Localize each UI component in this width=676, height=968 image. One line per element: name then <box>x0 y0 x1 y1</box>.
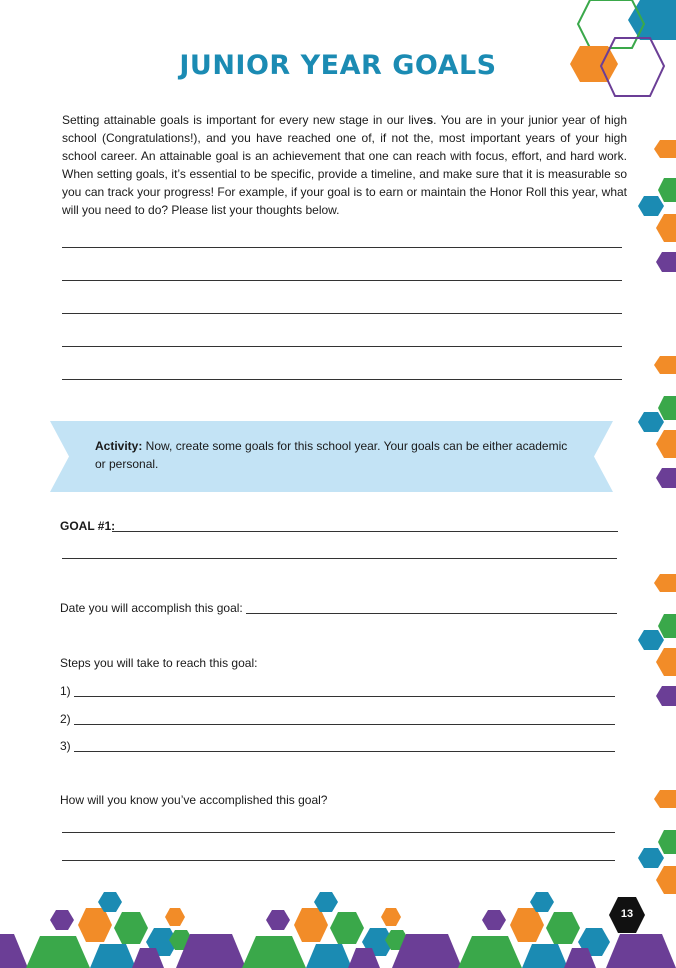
hexagon-shape <box>638 848 664 868</box>
hexagon-shape <box>656 214 676 242</box>
hexagon-shape <box>510 908 544 942</box>
step-number: 1) <box>60 684 71 698</box>
intro-text-bold: s <box>426 113 434 127</box>
hexagon-shape <box>78 908 112 942</box>
hexagon-shape <box>656 648 676 676</box>
activity-text <box>95 437 575 473</box>
intro-paragraph <box>62 111 627 219</box>
hexagon-shape <box>50 910 74 930</box>
hexagon-shape <box>0 934 28 968</box>
writing-line[interactable] <box>62 346 622 347</box>
hexagon-shape <box>606 934 676 968</box>
step-number: 3) <box>60 739 71 753</box>
hexagon-shape <box>266 910 290 930</box>
hexagon-shape <box>242 936 306 968</box>
hexagon-shape <box>294 908 328 942</box>
know-label: How will you know you’ve accomplished this goal? <box>60 793 328 807</box>
page-number: 13 <box>620 908 634 920</box>
writing-line[interactable] <box>62 247 622 248</box>
step-line[interactable] <box>74 751 615 752</box>
hexagon-shape <box>654 790 676 808</box>
hexagon-shape <box>638 412 664 432</box>
goal-label: GOAL #1: <box>60 519 116 533</box>
hexagon-shape <box>26 936 90 968</box>
hexagon-shape <box>654 356 676 374</box>
date-line[interactable] <box>246 613 617 614</box>
hexagon-shape <box>658 396 676 420</box>
hexagon-shape <box>458 936 522 968</box>
activity-label: Activity: <box>95 439 143 453</box>
hexagon-shape <box>654 574 676 592</box>
activity-body: Now, create some goals for this school year. Your goals can be either academic or personal. <box>95 439 568 471</box>
goal-line-2[interactable] <box>62 558 617 559</box>
know-line-2[interactable] <box>62 860 615 861</box>
hexagon-shape <box>656 866 676 894</box>
step-line[interactable] <box>74 696 615 697</box>
steps-label: Steps you will take to reach this goal: <box>60 656 258 670</box>
hexagon-shape <box>165 908 185 926</box>
hexagon-shape <box>658 178 676 202</box>
hexagon-shape <box>638 196 664 216</box>
hexagon-shape <box>656 468 676 488</box>
hexagon-shape <box>522 944 568 968</box>
hexagon-shape <box>306 944 352 968</box>
know-line[interactable] <box>62 832 615 833</box>
hexagon-shape <box>482 910 506 930</box>
hexagon-shape <box>656 252 676 272</box>
intro-text-part1: Setting attainable goals is important for every new stage in our live <box>62 113 427 127</box>
hexagon-shape <box>90 944 136 968</box>
step-number: 2) <box>60 712 71 726</box>
date-label: Date you will accomplish this goal: <box>60 601 243 615</box>
writing-line[interactable] <box>62 280 622 281</box>
hexagon-shape <box>656 686 676 706</box>
intro-text-part2: . You are in your junior year of high school (Congratulations!), and you have reached one of, if not the, most important years of your high school career. An attainable goal is an achievement that one can reach with focus, effort, and hard work. When setting goals, it’s essential to be specific, provide a timeline, and make sure that it is measurable so you can track your progress! For example, if your goal is to earn or maintain the Honor Roll this year, what will you need to do? Please list your thoughts below. <box>62 113 627 217</box>
hexagon-shape <box>381 908 401 926</box>
hexagon-shape <box>656 430 676 458</box>
hexagon-shape <box>658 830 676 854</box>
goal-line[interactable] <box>112 531 618 532</box>
hexagon-shape <box>654 140 676 158</box>
writing-line[interactable] <box>62 379 622 380</box>
page-title: JUNIOR YEAR GOALS <box>179 50 497 81</box>
hexagon-shape <box>330 912 364 944</box>
hexagon-shape <box>658 614 676 638</box>
hexagon-shape <box>638 630 664 650</box>
writing-line[interactable] <box>62 313 622 314</box>
hexagon-shape <box>546 912 580 944</box>
hexagon-shape <box>114 912 148 944</box>
step-line[interactable] <box>74 724 615 725</box>
